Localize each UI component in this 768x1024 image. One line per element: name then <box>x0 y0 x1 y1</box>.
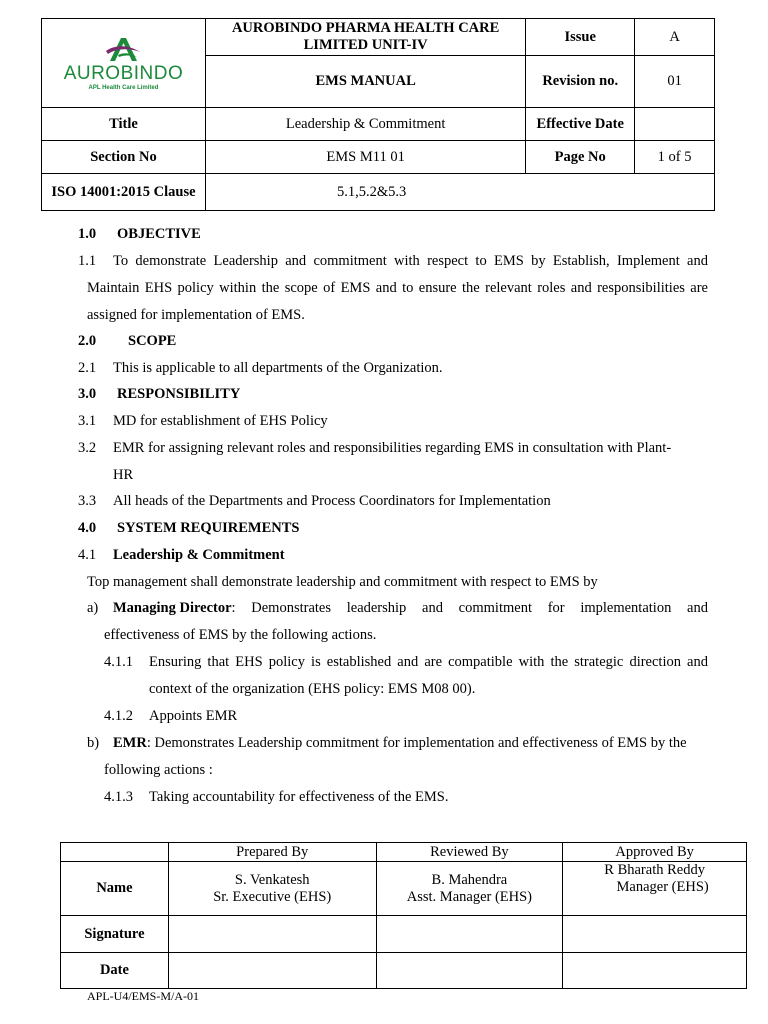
item-a-text: : Demonstrates leadership and commitment for implementation and <box>231 600 708 616</box>
section-4-intro: Top management shall demonstrate leadership and commitment with respect to EMS by <box>87 574 598 590</box>
section-1-heading: OBJECTIVE <box>117 226 201 242</box>
section-4-heading: SYSTEM REQUIREMENTS <box>117 520 300 536</box>
effective-date-value <box>635 108 715 141</box>
reviewed-by-cell <box>376 862 563 916</box>
company-name: AUROBINDO PHARMA HEALTH CARE LIMITED UNIT-IV <box>205 19 525 56</box>
section-value: EMS M11 01 <box>205 141 525 174</box>
approved-by-cell <box>563 862 747 916</box>
item-1-1-line-3: assigned for implementation of EMS. <box>87 307 305 323</box>
issue-value: A <box>635 19 715 56</box>
approval-corner-cell <box>61 843 169 862</box>
prepared-date-cell <box>168 953 376 989</box>
revision-label: Revision no. <box>526 56 635 108</box>
item-b-text: : Demonstrates Leadership commitment for implementation and effectiveness of EMS by the <box>146 735 687 751</box>
item-a-bold: Managing Director <box>113 600 232 616</box>
prepared-signature-cell <box>168 916 376 953</box>
section-3-number: 3.0 <box>78 386 97 402</box>
prepared-by-role: Sr. Executive (EHS) <box>213 888 332 905</box>
effective-date-label: Effective Date <box>526 108 635 141</box>
approved-signature-cell <box>563 916 747 953</box>
logo-mark-icon <box>104 35 142 63</box>
reviewed-by-name: B. Mahendra <box>431 871 508 888</box>
title-value: Leadership & Commitment <box>205 108 525 141</box>
signature-row-label: Signature <box>61 916 169 953</box>
item-4-1-heading: Leadership & Commitment <box>113 547 285 563</box>
reviewed-by-role: Asst. Manager (EHS) <box>406 888 533 905</box>
item-4-1-1-line-1: Ensuring that EHS policy is established and are compatible with the strategic direction and <box>149 654 708 670</box>
item-2-1-number: 2.1 <box>78 360 97 376</box>
item-b-line-2: following actions : <box>104 762 213 778</box>
section-2-heading: SCOPE <box>128 333 177 349</box>
prepared-by-name: S. Venkatesh <box>234 871 310 888</box>
item-1-1-line-1: To demonstrate Leadership and commitment with respect to EMS by Establish, Implement and <box>113 253 708 269</box>
item-a-label: a) <box>87 600 99 616</box>
item-3-3-text: All heads of the Departments and Process Coordinators for Implementation <box>113 493 551 509</box>
item-3-2-line-1: EMR for assigning relevant roles and responsibilities regarding EMS in consultation with Plant- <box>113 440 672 456</box>
date-row-label: Date <box>61 953 169 989</box>
page-value: 1 of 5 <box>635 141 715 174</box>
approved-by-name: R Bharath Reddy <box>604 862 705 878</box>
section-label: Section No <box>42 141 206 174</box>
prepared-by-header: Prepared By <box>168 843 376 862</box>
item-b-label: b) <box>87 735 100 751</box>
reviewed-by-header: Reviewed By <box>376 843 563 862</box>
approved-date-cell <box>563 953 747 989</box>
approval-table <box>60 842 747 989</box>
section-3-heading: RESPONSIBILITY <box>117 386 241 402</box>
item-a-line-2: effectiveness of EMS by the following actions. <box>104 627 377 643</box>
logo-wordmark: AUROBINDO <box>63 62 184 84</box>
item-a-line-1 <box>113 600 708 617</box>
reviewed-signature-cell <box>376 916 563 953</box>
section-1-number: 1.0 <box>78 226 97 242</box>
iso-clause-value: 5.1,5.2&5.3 <box>205 174 714 211</box>
item-4-1-1-line-2: context of the organization (EHS policy: EMS M08 00). <box>149 681 476 697</box>
approved-by-header: Approved By <box>563 843 747 862</box>
name-row-label: Name <box>61 862 169 916</box>
section-4-number: 4.0 <box>78 520 97 536</box>
item-3-3-number: 3.3 <box>78 493 97 509</box>
document-reference: APL-U4/EMS-M/A-01 <box>87 989 200 1003</box>
item-4-1-3-text: Taking accountability for effectiveness of the EMS. <box>149 789 449 805</box>
prepared-by-cell <box>168 862 376 916</box>
approved-by-role: Manager (EHS) <box>616 879 709 895</box>
item-3-1-number: 3.1 <box>78 413 97 429</box>
item-3-2-line-2: HR <box>113 467 134 483</box>
logo-tagline: APL Health Care Limited <box>88 84 159 91</box>
title-label: Title <box>42 108 206 141</box>
item-4-1-3-number: 4.1.3 <box>104 789 133 805</box>
page-label: Page No <box>526 141 635 174</box>
iso-clause-label: ISO 14001:2015 Clause <box>42 174 206 211</box>
item-2-1-text: This is applicable to all departments of the Organization. <box>113 360 443 376</box>
section-2-number: 2.0 <box>78 333 97 349</box>
revision-value: 01 <box>635 56 715 108</box>
item-b-bold: EMR <box>113 735 147 751</box>
item-b-line-1 <box>113 735 687 752</box>
item-4-1-2-number: 4.1.2 <box>104 708 133 724</box>
item-4-1-number: 4.1 <box>78 547 97 563</box>
item-1-1-number: 1.1 <box>78 253 97 269</box>
item-4-1-1-number: 4.1.1 <box>104 654 133 670</box>
item-3-1-text: MD for establishment of EHS Policy <box>113 413 328 429</box>
issue-label: Issue <box>526 19 635 56</box>
item-4-1-2-text: Appoints EMR <box>149 708 238 724</box>
header-table <box>41 18 715 211</box>
company-logo <box>42 19 206 108</box>
item-3-2-number: 3.2 <box>78 440 97 456</box>
reviewed-date-cell <box>376 953 563 989</box>
manual-title: EMS MANUAL <box>205 56 525 108</box>
item-1-1-line-2: Maintain EHS policy within the scope of EMS and to ensure the relevant roles and responsibilities are <box>87 280 708 296</box>
